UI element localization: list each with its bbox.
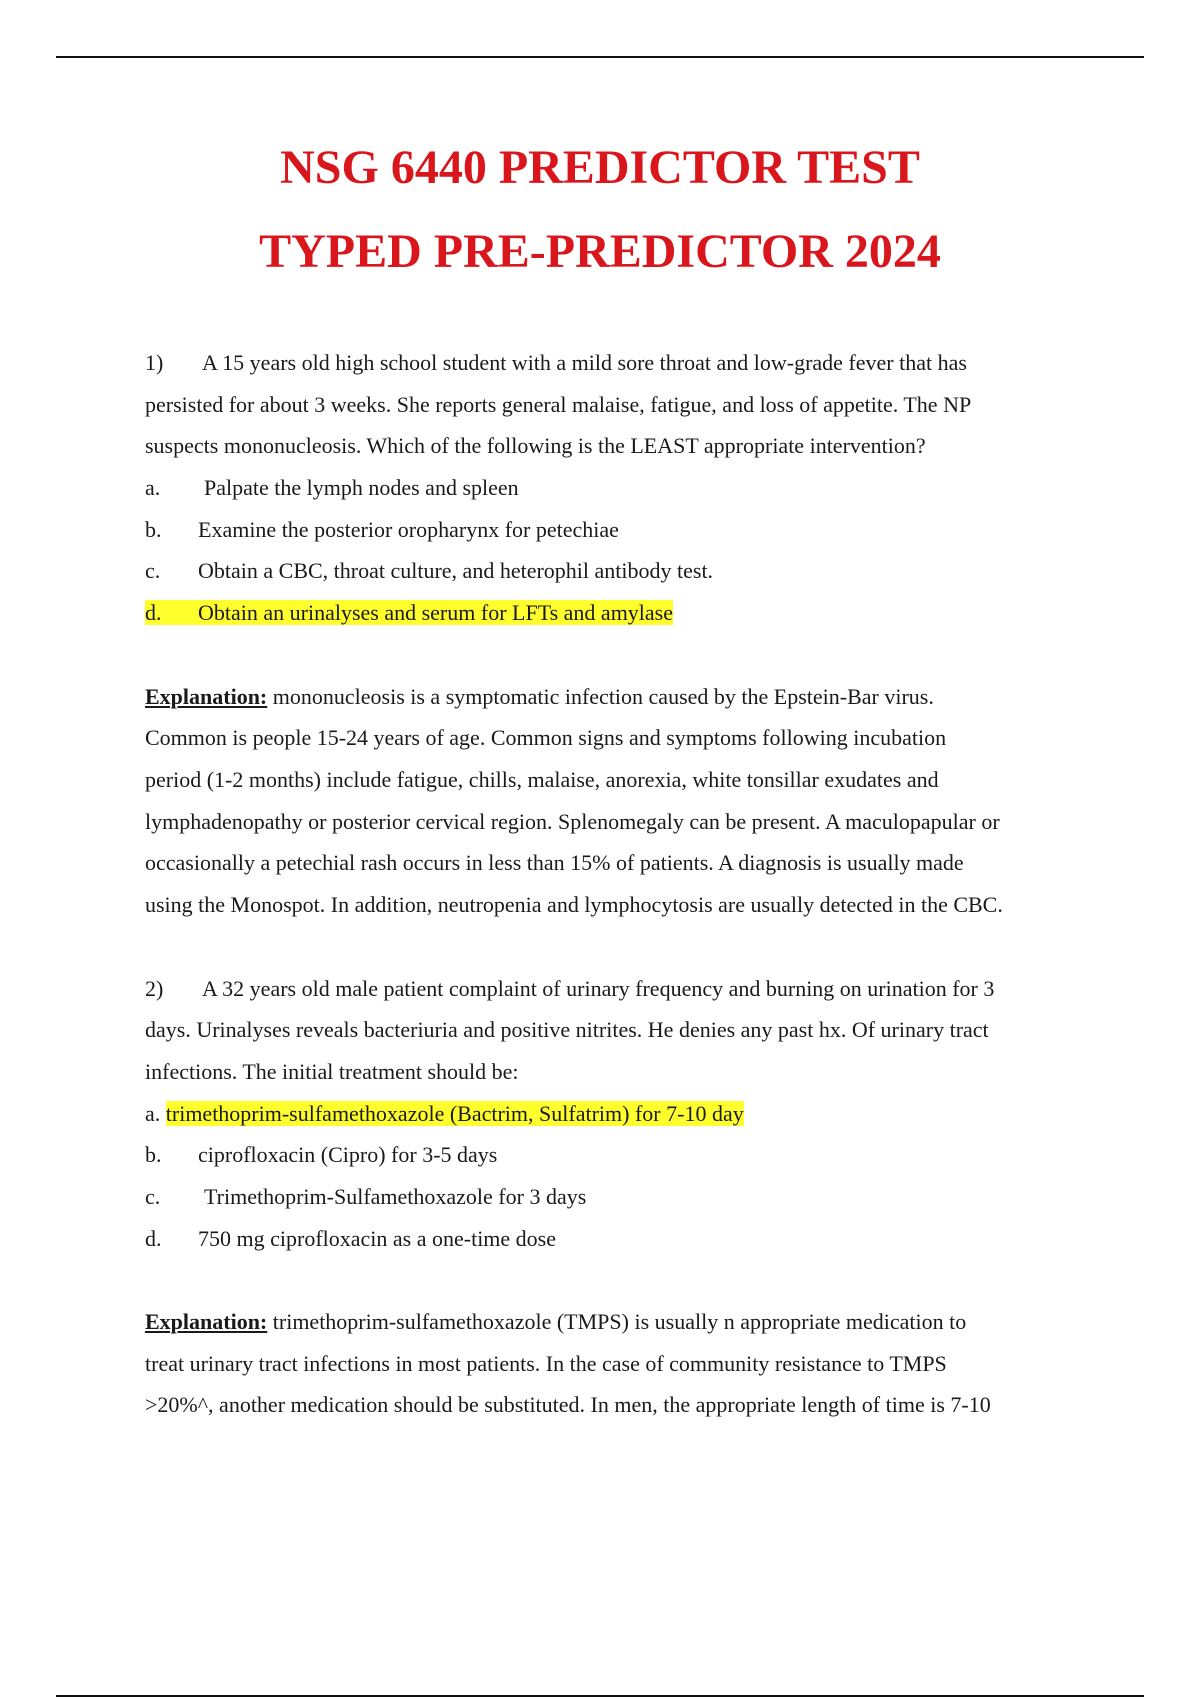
question-text: A 15 years old high school student with a mild sore throat and low-grade fever that has: [202, 350, 967, 375]
explanation-line: period (1-2 months) include fatigue, chills, malaise, anorexia, white tonsillar exudates and: [145, 767, 939, 792]
question-text: A 32 years old male patient complaint of urinary frequency and burning on urination for 3: [202, 976, 995, 1001]
option-letter: a.: [145, 1101, 161, 1126]
question-1-stem-line: [145, 349, 967, 377]
question-number: 1): [145, 350, 164, 375]
explanation-text: trimethoprim-sulfamethoxazole (TMPS) is usually n appropriate medication to: [267, 1309, 967, 1334]
explanation-text: mononucleosis is a symptomatic infection caused by the Epstein-Bar virus.: [267, 684, 934, 709]
explanation-line: lymphadenopathy or posterior cervical region. Splenomegaly can be present. A maculopapular or: [145, 809, 1000, 834]
answer-option-correct: [145, 1100, 744, 1128]
question-2-stem-line: [145, 975, 994, 1003]
answer-option: [145, 557, 713, 585]
explanation-line: [145, 683, 934, 711]
document-subtitle: TYPED PRE-PREDICTOR 2024: [259, 225, 941, 278]
explanation-label: Explanation:: [145, 1309, 268, 1334]
explanation-line: occasionally a petechial rash occurs in less than 15% of patients. A diagnosis is usually made: [145, 850, 964, 875]
option-letter: d.: [145, 600, 162, 625]
answer-option: [145, 1225, 556, 1253]
option-letter: a.: [145, 475, 161, 500]
explanation-line: using the Monospot. In addition, neutropenia and lymphocytosis are usually detected in the CBC.: [145, 892, 1003, 917]
answer-option: [145, 474, 519, 502]
option-letter: d.: [145, 1226, 162, 1251]
answer-option-correct: [145, 599, 673, 627]
answer-option: [145, 1141, 497, 1169]
question-1-stem-line: persisted for about 3 weeks. She reports general malaise, fatigue, and loss of appetite. The NP: [145, 392, 972, 417]
highlighted-answer: [145, 600, 673, 625]
explanation-label: Explanation:: [145, 684, 268, 709]
explanation-line: Common is people 15-24 years of age. Common signs and symptoms following incubation: [145, 725, 947, 750]
highlighted-answer: trimethoprim-sulfamethoxazole (Bactrim, Sulfatrim) for 7-10 day: [165, 1101, 744, 1126]
explanation-line: treat urinary tract infections in most patients. In the case of community resistance to TMPS: [145, 1351, 947, 1376]
option-letter: b.: [145, 1142, 162, 1167]
header-rule: [56, 56, 1144, 58]
question-2-stem-line: infections. The initial treatment should be:: [145, 1059, 519, 1084]
explanation-line: [145, 1308, 966, 1336]
option-text: Trimethoprim-Sulfamethoxazole for 3 days: [204, 1184, 587, 1209]
option-text: Obtain a CBC, throat culture, and heterophil antibody test.: [198, 558, 714, 583]
option-text: Palpate the lymph nodes and spleen: [204, 475, 519, 500]
answer-option: [145, 1183, 586, 1211]
explanation-line: >20%^, another medication should be substituted. In men, the appropriate length of time is 7-10: [145, 1392, 991, 1417]
option-letter: c.: [145, 558, 161, 583]
answer-option: [145, 516, 619, 544]
option-letter: b.: [145, 517, 162, 542]
document-title: NSG 6440 PREDICTOR TEST: [280, 141, 920, 194]
option-letter: c.: [145, 1184, 161, 1209]
question-1-stem-line: suspects mononucleosis. Which of the following is the LEAST appropriate intervention?: [145, 433, 926, 458]
option-text: ciprofloxacin (Cipro) for 3-5 days: [198, 1142, 498, 1167]
question-number: 2): [145, 976, 164, 1001]
option-text: Obtain an urinalyses and serum for LFTs and amylase: [198, 600, 674, 625]
footer-rule: [56, 1695, 1144, 1697]
option-text: 750 mg ciprofloxacin as a one-time dose: [198, 1226, 557, 1251]
question-2-stem-line: days. Urinalyses reveals bacteriuria and positive nitrites. He denies any past hx. Of urinary tract: [145, 1017, 989, 1042]
option-text: Examine the posterior oropharynx for petechiae: [198, 517, 619, 542]
